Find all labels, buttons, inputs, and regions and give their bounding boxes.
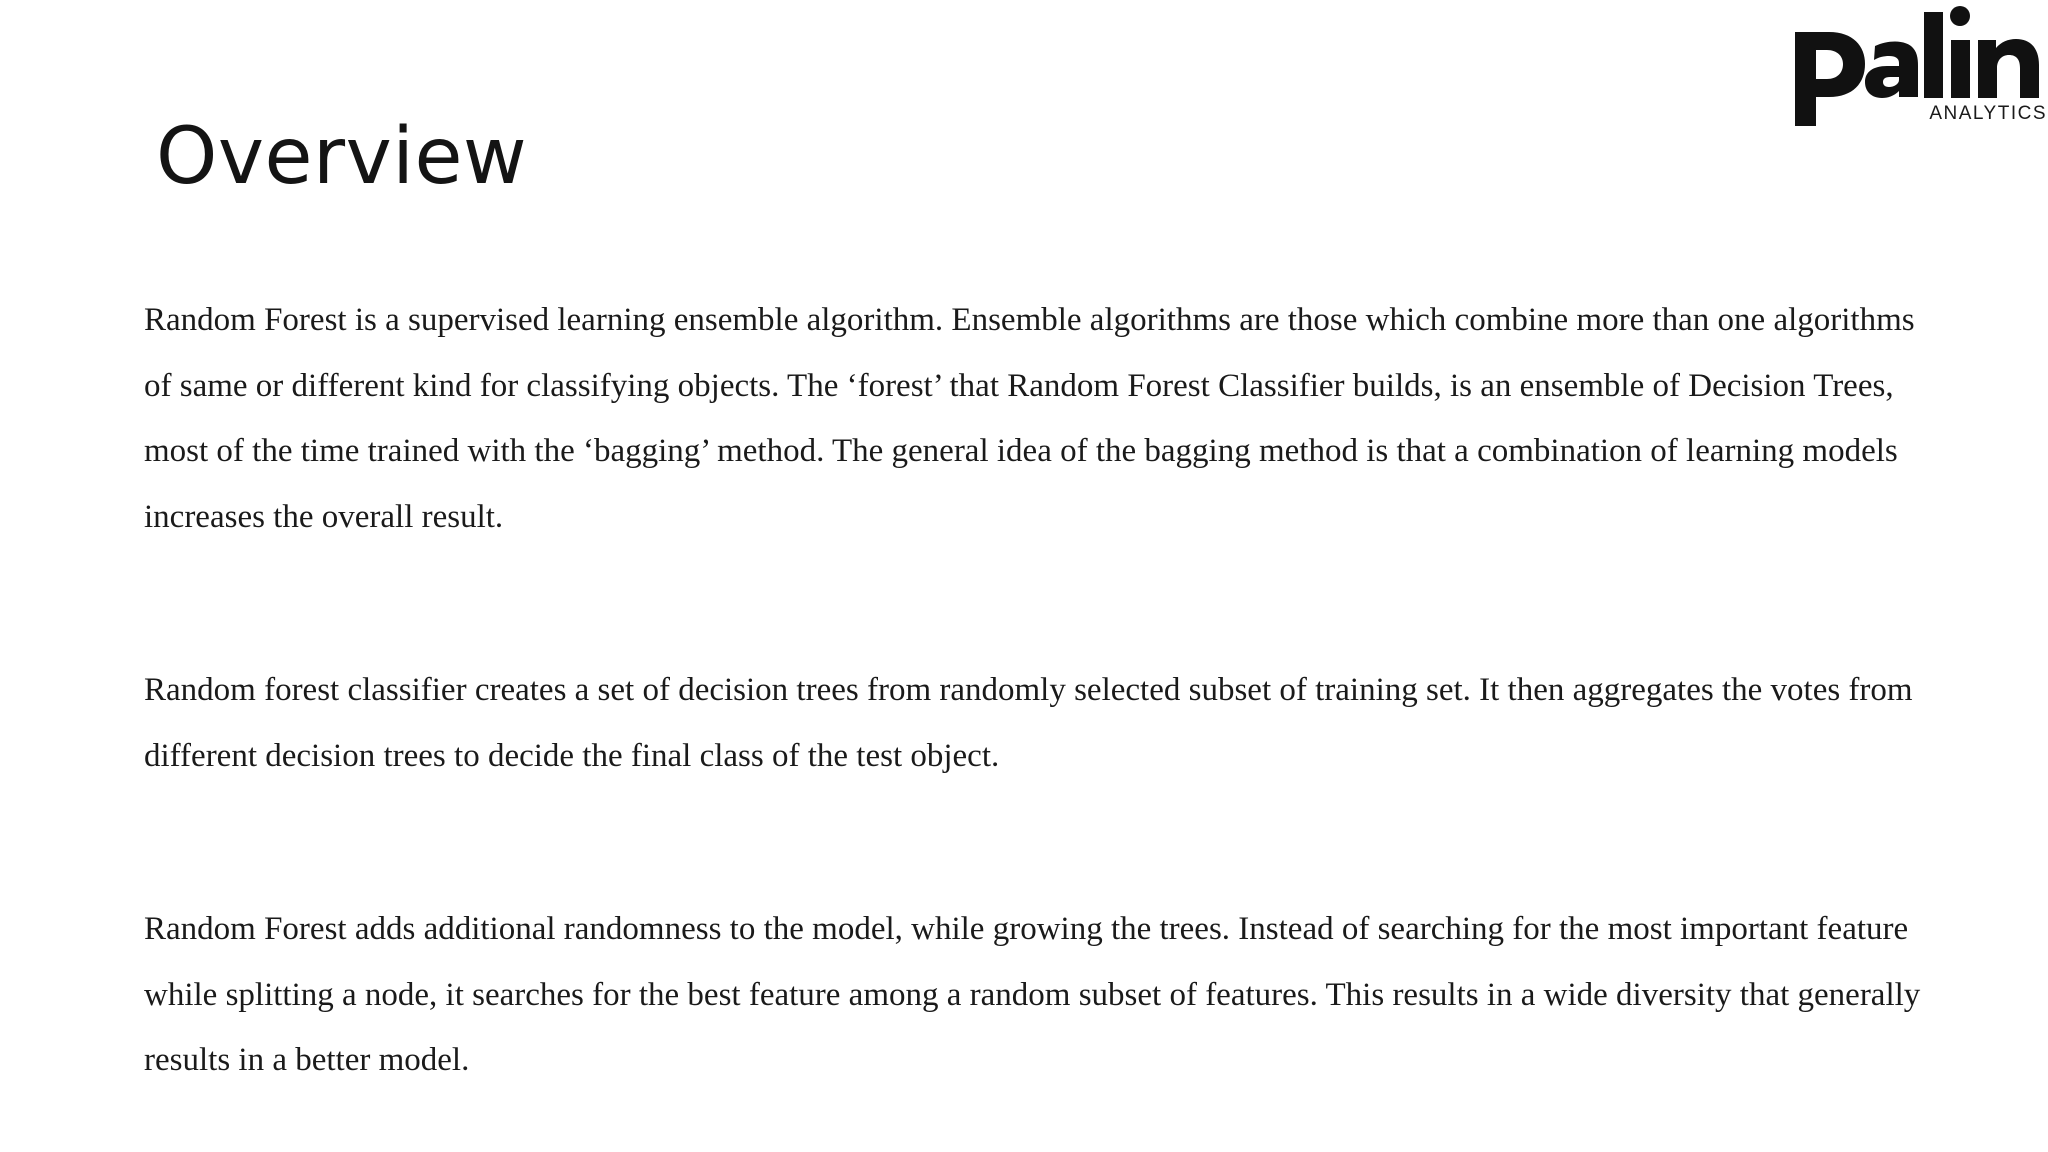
- palin-analytics-logo: [1795, 2, 2047, 130]
- paragraph-ensemble-overview: Random Forest is a supervised learning ensemble algorithm. Ensemble algorithms are those which combine more than one algorithms of same or different kind for classifying objects. The ‘forest’ that Random Forest Classifier builds, is an ensemble of Decision Trees, most of the time trained with the ‘bagging’ method. The general idea of the bagging method is that a combination of learning models increases the overall result.: [144, 302, 1915, 535]
- logo-subtitle: ANALYTICS: [1929, 103, 2047, 124]
- slide-body: [144, 288, 1924, 1094]
- paragraph-randomness: Random Forest adds additional randomness to the model, while growing the trees. Instead of searching for the most important feature while splitting a node, it searches for the best feature among a random subset of features. This results in a wide diversity that generally results in a better model.: [144, 911, 1921, 1078]
- slide-title: Overview: [156, 112, 528, 202]
- paragraph-voting: Random forest classifier creates a set of decision trees from randomly selected subset of training set. It then aggregates the votes from different decision trees to decide the final class of the test object.: [144, 672, 1913, 774]
